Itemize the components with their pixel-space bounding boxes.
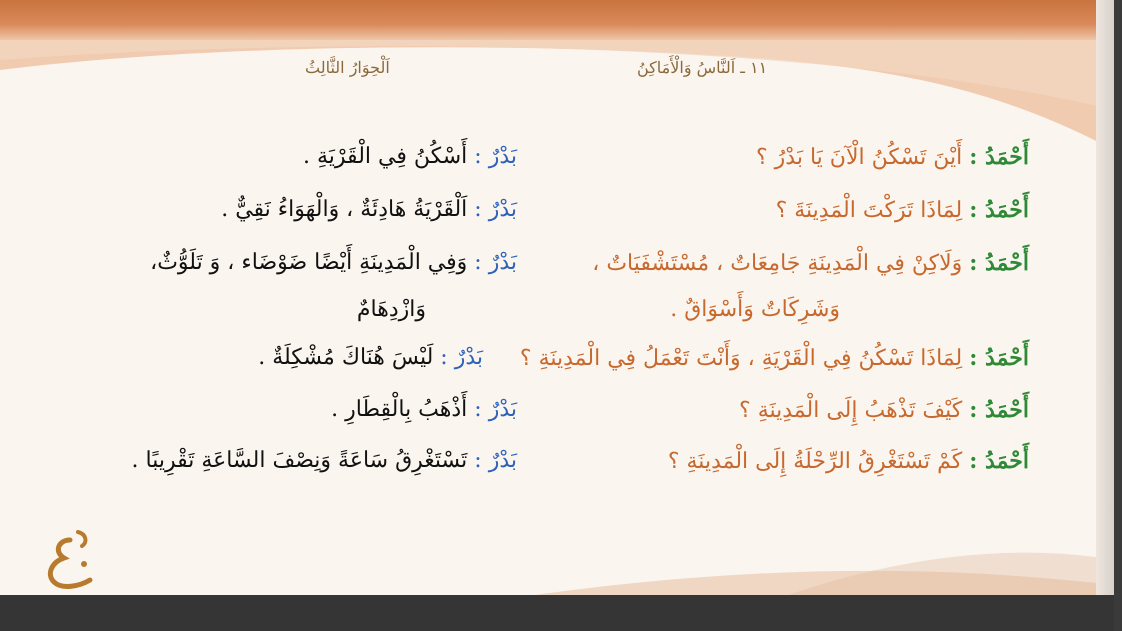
badr-text: اَلْقَرْيَةُ هَادِئَةٌ ، وَالْهَوَاءُ نَقِيٌّ . xyxy=(221,197,468,222)
speaker-ahmad: أَحْمَدُ : xyxy=(969,197,1029,223)
section-title: اَلْحِوَارُ الثَّالِثُ xyxy=(305,58,390,77)
dialogue-line-badr xyxy=(150,250,517,275)
dialogue-line-badr xyxy=(132,448,517,473)
dialogue-line-ahmad xyxy=(739,397,1029,423)
speaker-badr: بَدْرٌ : xyxy=(440,345,483,370)
speaker-badr: بَدْرٌ : xyxy=(474,197,517,222)
speaker-badr: بَدْرٌ : xyxy=(474,250,517,275)
ahmad-text: لِمَاذَا تَرَكْتَ الْمَدِينَةَ ؟ xyxy=(775,198,963,223)
badr-text: أَذْهَبُ بِالْقِطَارِ . xyxy=(331,397,468,422)
lesson-title: ١١ ـ اَلنَّاسُ وَالْأَمَاكِنُ xyxy=(637,58,768,77)
dialogue-line-ahmad xyxy=(756,144,1029,170)
badr-text: لَيْسَ هُنَاكَ مُشْكِلَةٌ . xyxy=(258,345,434,370)
ahmad-text: كَمْ تَسْتَغْرِقُ الرِّحْلَةُ إِلَى الْمَدِينَةِ ؟ xyxy=(667,449,963,474)
publisher-logo-icon xyxy=(40,522,100,592)
speaker-badr: بَدْرٌ : xyxy=(474,144,517,169)
ahmad-text: أَيْنَ تَسْكُنُ الْآنَ يَا بَدْرُ ؟ xyxy=(756,145,963,170)
speaker-ahmad: أَحْمَدُ : xyxy=(969,250,1029,276)
speaker-badr: بَدْرٌ : xyxy=(474,448,517,473)
speaker-ahmad: أَحْمَدُ : xyxy=(969,397,1029,423)
dialogue-line-badr xyxy=(258,345,483,370)
badr-text-continued: وَازْدِهَامٌ xyxy=(356,297,426,322)
speaker-ahmad: أَحْمَدُ : xyxy=(969,144,1029,170)
ahmad-text-continued: وَشَرِكَاتٌ وَأَسْوَاقٌ . xyxy=(670,297,840,322)
ahmad-text: كَيْفَ تَذْهَبُ إِلَى الْمَدِينَةِ ؟ xyxy=(739,398,963,423)
speaker-ahmad: أَحْمَدُ : xyxy=(969,448,1029,474)
dialogue-line-badr xyxy=(221,197,517,222)
dialogue-line-ahmad xyxy=(776,197,1029,223)
dialogue-line-badr xyxy=(303,144,517,169)
dialogue-line-ahmad xyxy=(520,345,1029,371)
ahmad-text: لِمَاذَا تَسْكُنُ فِي الْقَرْيَةِ ، وَأَنْتَ تَعْمَلُ فِي الْمَدِينَةِ ؟ xyxy=(519,346,963,371)
page-edge xyxy=(1096,0,1114,631)
dialogue-line-badr xyxy=(331,397,517,422)
dialogue-line-ahmad xyxy=(668,448,1029,474)
dialogue-line-ahmad xyxy=(592,250,1029,276)
speaker-ahmad: أَحْمَدُ : xyxy=(969,345,1029,371)
ahmad-text: وَلَاكِنْ فِي الْمَدِينَةِ جَامِعَاتٌ ، مُسْتَشْفَيَاتٌ ، xyxy=(592,251,963,276)
badr-text: وَفِي الْمَدِينَةِ أَيْضًا ضَوْضَاء ، وَ تَلَوُّثٌ، xyxy=(150,250,468,275)
badr-text: تَسْتَغْرِقُ سَاعَةً وَنِصْفَ السَّاعَةِ تَقْرِيبًا . xyxy=(131,448,468,473)
speaker-badr: بَدْرٌ : xyxy=(474,397,517,422)
bottom-bar xyxy=(0,595,1114,631)
badr-text: أَسْكُنُ فِي الْقَرْيَةِ . xyxy=(303,144,468,169)
